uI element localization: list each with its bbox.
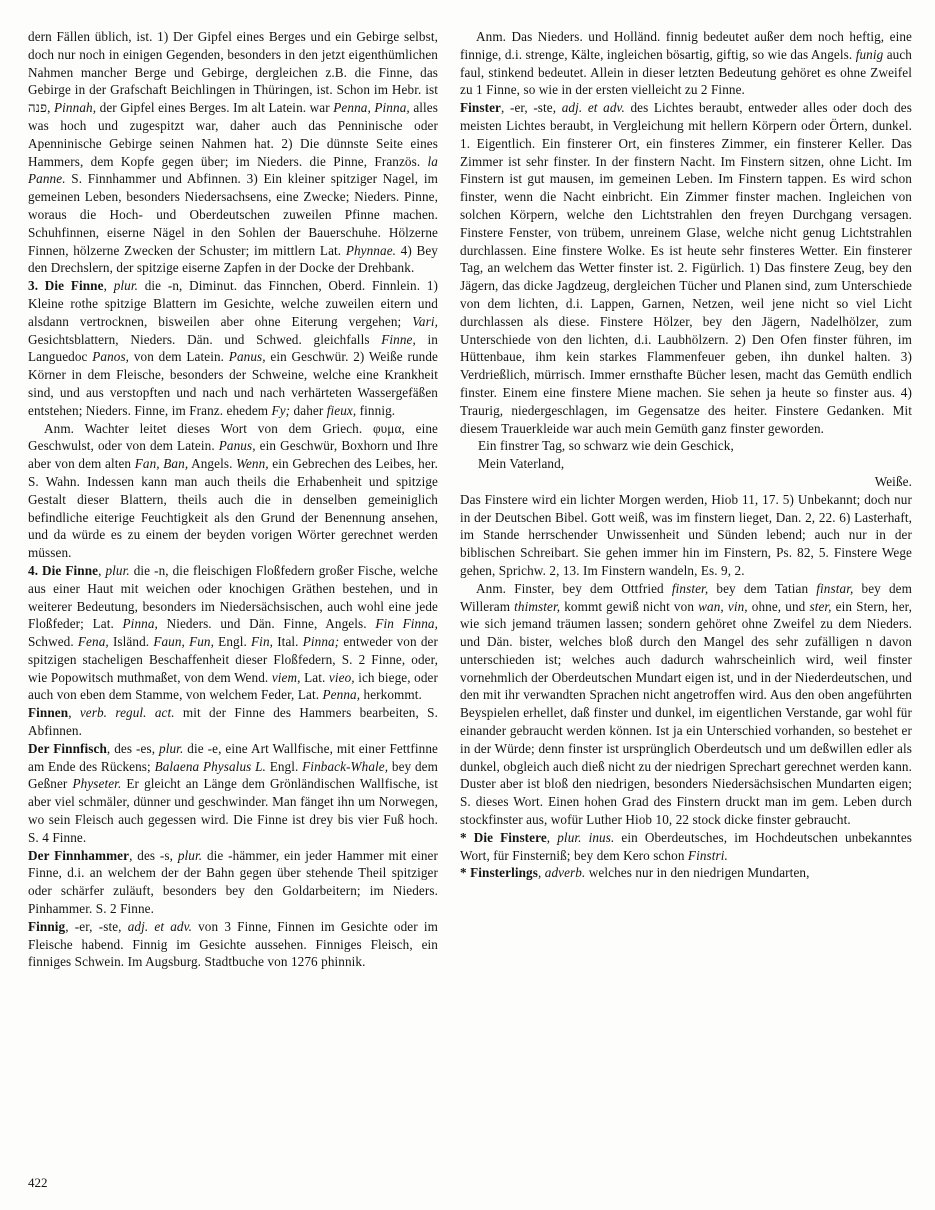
text-run: ein Geschwür. 2) Weiße runde Körner in dem Fleische, besonders der Schweine, welche eine Krankheit sind, und aus verstopften und nach und nach verhärteten Wassergefäßen entstehen; Nieders. Finne, im Franz. ehedem <box>28 349 438 418</box>
italic-run: Fin Finna, <box>375 616 438 632</box>
text-columns <box>28 28 912 971</box>
entry-paragraph <box>28 847 438 918</box>
text-run: Lat. <box>300 669 329 685</box>
italic-run: Pinnah, <box>54 100 97 116</box>
verse-line <box>460 437 912 455</box>
italic-run: Panos, <box>92 349 130 365</box>
paragraph <box>460 491 912 580</box>
headword: Finnen <box>28 705 69 721</box>
text-run: Anm. Wachter leitet dieses Wort von dem Griech. φυμα, eine Geschwulst, oder von dem Latein. <box>28 420 438 454</box>
text-run: finnig. <box>356 402 396 418</box>
italic-run: adj. et adv. <box>561 100 625 116</box>
left-column <box>28 28 438 971</box>
text-run: Nieders. und Dän. Finne, Angels. <box>157 616 376 632</box>
text-run: bey dem Geßner <box>28 758 438 792</box>
text-run: Engl. <box>265 758 303 774</box>
italic-run: plur. <box>105 562 130 578</box>
italic-run: Fena, <box>77 634 109 650</box>
headword: Finster <box>460 100 501 116</box>
entry-paragraph <box>460 99 912 437</box>
italic-run: Physeter. <box>72 776 122 792</box>
paragraph <box>28 28 438 277</box>
note-paragraph <box>28 420 438 562</box>
text-run: , <box>537 865 545 881</box>
italic-run: plur. <box>159 740 184 756</box>
headword: * Die Finstere <box>460 829 547 845</box>
text-run: in Languedoc <box>28 331 438 365</box>
italic-run: vieo, <box>328 669 355 685</box>
page-number: 422 <box>28 1175 48 1190</box>
right-column <box>460 28 912 971</box>
text-run: herkommt. <box>360 687 422 703</box>
text-run: von 3 Finne, Finnen im Gesichte oder im Fleische habend. Finnig im Gesichte aussehen. Finniges Fleisch, ein finniges Schwein. Im Augsburg. Stadtbuche von 1276 phinnik. <box>28 918 438 970</box>
text-run: , -er, -ste, <box>65 918 128 934</box>
text-run: Schwed. <box>28 634 78 650</box>
headword: Der Finnfisch <box>28 740 107 756</box>
text-run: Ital. <box>273 634 303 650</box>
text-run: Weiße. <box>874 473 912 489</box>
text-run: auch faul, stinkend bedeutet. Allein in dieser letzten Bedeutung gehöret es ohne Zweifel zu 1 Finne, so wie in der ersten vielleicht zu 2 Finne. <box>460 46 912 98</box>
text-run: Anm. Das Nieders. und Holländ. finnig bedeutet außer dem noch heftig, eine finnige, d.i. strenge, Kälte, ingleichen bösartig, giftig, so wie das Angels. <box>460 29 912 62</box>
italic-run: Balaena Physalus L. <box>154 758 266 774</box>
text-run: bey dem Willeram <box>460 580 912 614</box>
headword: Der Finnhammer <box>28 847 130 863</box>
text-run: welches nur in den niedrigen Mundarten, <box>585 865 810 881</box>
italic-run: plur. inus. <box>557 829 615 845</box>
italic-run: Panus, <box>228 349 266 365</box>
italic-run: Finne, <box>381 331 416 347</box>
italic-run: Pinna; <box>302 634 340 650</box>
italic-run: Fy; <box>271 402 291 418</box>
text-run: dern Fällen üblich, ist. 1) Der Gipfel eines Berges und ein Gebirge selbst, doch nur noch in einigen Gegenden, besonders in den jetzt eigenthümlichen Nahmen mancher Berge und Gebirge, dergleichen z.B. die Finne, das Gebirge in der Grafschaft Beichlingen in Thüringen, ist. Schon im Hebr. ist פנה, <box>28 29 438 116</box>
headword: 4. Die Finne <box>28 562 99 578</box>
italic-run: fieux, <box>326 402 357 418</box>
italic-run: Finback-Whale, <box>302 758 389 774</box>
italic-run: funig <box>855 46 884 62</box>
text-run: ich biege, oder auch von eben dem Stamme, von welchem Feder, Lat. <box>28 669 438 703</box>
italic-run: Penna, <box>322 687 361 703</box>
text-run: Anm. Finster, bey dem Ottfried <box>476 580 672 596</box>
text-run: Er gleicht an Länge dem Grönländischen Wallfische, ist aber viel schmäler, dünner und geschwinder. Man fänget ihn um Norwegen, wo sein Fleisch auch gegessen wird. Die Finne ist drey bis vier Fuß hoch. S. 4 Finne. <box>28 776 438 845</box>
italic-run: finster, <box>671 580 709 596</box>
text-run: Ein finstrer Tag, so schwarz wie dein Geschick, <box>478 438 734 454</box>
text-run: des Lichtes beraubt, entweder alles oder doch des meisten Lichtes beraubt, in Vergleichung mit hellern Körpern oder Örtern, dunkel. 1. Eigentlich. Ein finsterer Ort, ein finsteres Zimmer, ein finsterer Keller. Das Zimmer ist sehr finster. In der finstern Nacht. Im Finstern sitzen, ohne Licht. Im Finstern ist gut mausen, im gemeinen Leben. Im Finstern tappen. Es wird schon finster, wenn die Nacht einbricht. Ein Zimmer finster machen. Ingleichen von solchen Körpern, welche den Lichtstrahlen den freyen Durchgang versagen. Finstere Fenster, von trübem, unreinem Glase, welche nicht genug Lichtstrahlen durchlassen. Eine finstere Wolke. Es ist heute sehr finsteres Wetter. Ein finsterer Tag, an welchem das Wetter finster ist. 2. Figürlich. 1) Das finstere Zeug, bey den Jägern, das dicke Jagdzeug, dergleichen Tücher und Planen sind, zum Unterschiede von dem lichten, d.i. Lappen, Garnen, Netzen, weil jene nicht so viel Licht durchlassen als diese. Finstere Hölzer, bey den Jägern, Nadelhölzer, zum Unterschiede von den lichten, d.i. Laubhölzern. 2) Den Ofen finster führen, im Hüttenbaue, ihm kein starkes Flammenfeuer geben, ihn dunkel halten. 3) Verdrießlich, mürrisch. Immer ernsthafte Bücher lesen, macht das Gemüth endlich finster. Einem eine finstere Miene machen. Sie sehen ja heute so finster aus. 4) Traurig, niedergeschlagen, im Gegensatze des heiter. Finstere Gedanken. Mit diesem Trauerkleide war auch mein Gemüth ganz finster geworden. <box>460 100 912 436</box>
headword: * Finsterlings <box>460 865 538 881</box>
verse-line <box>460 455 912 473</box>
text-run: , des -es, <box>106 740 160 756</box>
text-run: Mein Vaterland, <box>478 456 565 472</box>
text-run: Angels. <box>188 456 237 472</box>
text-run: Gesichtsblattern, Nieders. Dän. und Schwed. gleichfalls <box>28 331 382 347</box>
italic-run: adverb. <box>544 865 586 881</box>
entry-paragraph <box>28 562 438 704</box>
text-run: von dem Latein. <box>129 349 229 365</box>
note-paragraph <box>460 580 912 829</box>
italic-run: thimster, <box>514 598 561 614</box>
italic-run: plur. <box>177 847 203 863</box>
headword: 3. Die Finne <box>28 278 104 294</box>
text-run: alles was hoch und zugespitzt war, daher auch das Penninische oder Apenninische Gebirge seinen Nahmen hat. 2) Die dünnste Seite eines Hammers, dem Kopfe gegen über; im Nieders. die Pinne, Französ. <box>28 100 438 169</box>
text-run: daher <box>290 402 327 418</box>
headword: Finnig <box>28 918 66 934</box>
italic-run: Pinna, <box>122 616 158 632</box>
entry-paragraph <box>28 918 438 971</box>
text-run: S. Finnhammer und Abfinnen. 3) Ein kleiner spitziger Nagel, im gemeinen Leben, besonders Niedersachsens, eine Zwecke; Nieders. Pinne, woraus die Hoch- und Oberdeutschen zuweilen Pfinne machen. Schuhfinnen, eiserne Nägel in den Sohlen der Bauerschuhe. Hölzerne Finnen, hölzerne Zwecken der Schuster; im mittlern Lat. <box>28 171 438 258</box>
entry-paragraph <box>28 740 438 847</box>
text-run: kommt gewiß nicht von <box>560 598 699 614</box>
text-run: Isländ. <box>108 634 154 650</box>
entry-paragraph <box>460 864 912 882</box>
italic-run: adj. et adv. <box>127 918 192 934</box>
italic-run: Phynnae. <box>345 242 397 258</box>
text-run: , <box>546 829 558 845</box>
italic-run: Panus, <box>218 438 256 454</box>
italic-run: Finstri. <box>687 847 728 863</box>
text-run: mit der Finne des Hammers bearbeiten, S. Abfinnen. <box>28 705 438 739</box>
text-run: ein Geschwür, Boxhorn und Ihre aber von dem alten <box>28 438 438 472</box>
text-run: Engl. <box>214 634 252 650</box>
text-run: die -e, eine Art Wallfische, mit einer Fettfinne am Ende des Rückens; <box>28 740 439 774</box>
text-run: ein Gebrechen des Leibes, her. S. Wahn. Indessen kann man auch theils die Erhabenheit und spitzige Gestalt dieser Blattern, theils auch die in denselben gemeiniglich befindliche eiterige Feuchtigkeit als den Grund der Benennung ansehen, und da würde es zu einem der beyden vorigen Wörter gerechnet werden müssen. <box>28 456 438 561</box>
italic-run: viem, <box>271 669 301 685</box>
text-run: ein Oberdeutsches, im Hochdeutschen unbekanntes Wort, für Finsterniß; bey dem Kero schon <box>460 829 913 863</box>
text-run: bey dem Tatian <box>708 580 817 596</box>
note-paragraph <box>460 28 912 99</box>
text-run: die -hämmer, ein jeder Hammer mit einer Finne, d.i. an welchem der der Bahn gegen über stehende Theil spitziger oder schärfer zuläuft, besonders bey den Goldarbeitern; im Nieders. Pinhammer. S. 2 Finne. <box>28 847 438 917</box>
italic-run: Penna, Pinna, <box>333 100 410 116</box>
italic-run: plur. <box>113 278 139 294</box>
text-run: die -n, die fleischigen Floßfedern großer Fische, welche aus einer Haut mit weichen oder knochigen Gräthen bestehen, und in weiterer Bedeutung, besonders im Niedersächsischen, auch wohl eine jede Floßfeder; Lat. <box>28 562 438 632</box>
text-run: ein Stern, her, wie sich jemand träumen lassen; sondern gehöret ohne Zweifel zu dem Nieders. und Dän. bister, welches bloß durch den Mangel des sehr zufälligen n davon unterschieden ist; welches auch dadurch wahrscheinlich wird, weil finster vornehmlich der Oberdeutschen Mundart eigen ist, und in der Niederdeutschen, und den mit ihr verwandten Sprachen nicht angetroffen wird. Aus den oben angeführten Beyspielen erhellet, daß finster und dunkel, im eigentlichen Verstande, gar wohl für einander gebraucht werden können. Ist ja ein Unterschied vorhanden, so bestehet er in der Würde; denn finster ist ursprünglich Oberdeutsch und um deßwillen edler als dunkel, obgleich auch dieß nicht zu der niedrigen Sprechart gerechnet werden kann. Duster aber ist bloß den niedrigen, besonders Niedersächsischen Mundarten eigen; S. dieses Wort. Einen hohen Grad des Finstern druckt man im gem. Leben durch stockfinster aus, wofür Luther Hiob 10, 22 stock dicke finster gebraucht. <box>460 598 913 828</box>
verse-attribution <box>460 473 912 491</box>
text-run: 4) Bey den Drechslern, der spitzige eiserne Zapfen in der Docke der Drehbank. <box>28 242 438 276</box>
text-run: Das Finstere wird ein lichter Morgen werden, Hiob 11, 17. 5) Unbekannt; doch nur in der Deutschen Bibel. Gott weiß, was im finstern lieget, Dan. 2, 22. 6) Lasterhaft, im Stande herrschender Unwissenheit und Sünden lebend; auch nur in der biblischen Schreibart. Sie gehen immer hin im Finstern, Ps. 82, 5. Finstere Wege gehen, Sprichw. 2, 13. Im Finstern wandeln, Es. 9, 2. <box>460 491 912 578</box>
italic-run: Wenn, <box>236 456 269 472</box>
italic-run: la Panne. <box>28 153 438 187</box>
italic-run: Faun, Fun, <box>153 634 215 650</box>
italic-run: verb. regul. act. <box>79 705 175 721</box>
italic-run: Fan, Ban, <box>134 456 189 472</box>
text-run: die -n, Diminut. das Finnchen, Oberd. Finnlein. 1) Kleine rothe spitzige Blattern im Gesichte, welche zuweilen eitern und alsdann vertrocknen, bisweilen aber ohne Eiterung vergehen; <box>28 278 439 329</box>
entry-paragraph <box>28 277 438 419</box>
text-run: , -er, -ste, <box>500 100 562 116</box>
text-run: ohne, und <box>747 598 810 614</box>
text-run: der Gipfel eines Berges. Im alt Latein. war <box>96 100 334 116</box>
text-run: , <box>68 705 80 721</box>
italic-run: Fin, <box>251 634 274 650</box>
text-run: entweder von der spitzigen stacheligen Beschaffenheit dieser Floßfedern, S. 2 Finne, oder, wie Popowitsch muthmaßet, von dem Wend. <box>28 634 438 685</box>
italic-run: finstar, <box>816 580 854 596</box>
text-run: , des -s, <box>129 847 178 863</box>
entry-paragraph <box>460 829 912 865</box>
entry-paragraph <box>28 704 438 740</box>
italic-run: wan, vin, <box>698 598 748 614</box>
italic-run: ster, <box>809 598 832 614</box>
text-run: , <box>103 278 114 294</box>
italic-run: Vari, <box>412 313 438 329</box>
text-run: , <box>98 562 106 578</box>
